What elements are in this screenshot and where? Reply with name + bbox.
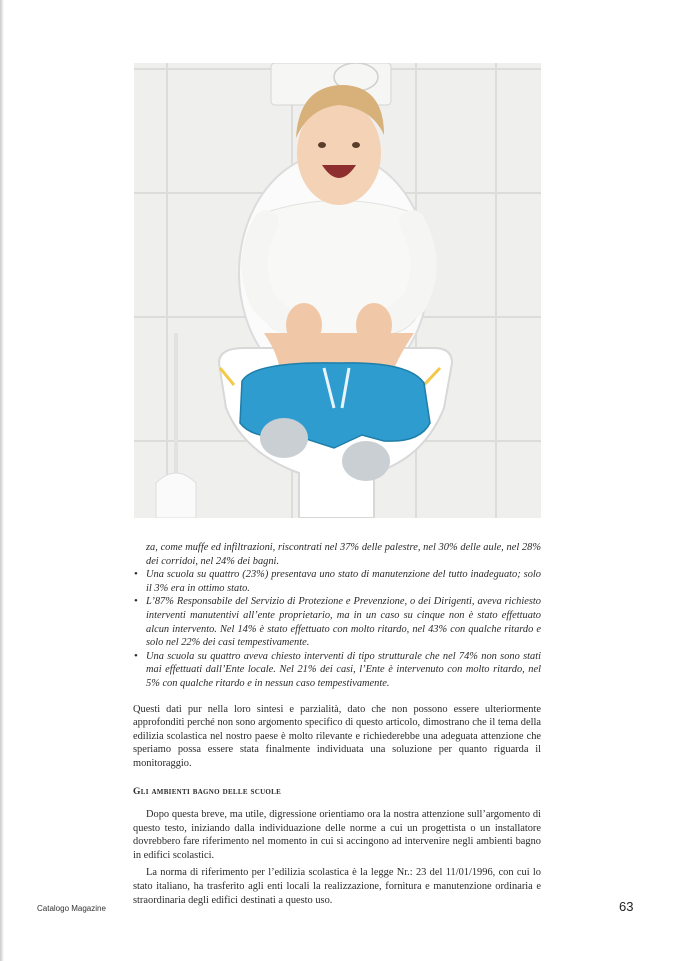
paragraph-intro: Dopo questa breve, ma utile, digressione orientiamo ora la nostra attenzione sull’argomento di questo testo, iniziando dalla individuazione delle norme a cui un progettista o un installatore dovrebbero fare riferimento nel momento in cui si accingono ad intervenire negli ambienti bagno in edifici scolastici. [133,809,541,861]
section-heading: Gli ambienti bagno delle scuole [133,785,282,797]
child-on-toilet-photo [134,63,541,518]
paragraph-law: La norma di riferimento per l’edilizia scolastica è la legge Nr.: 23 del 11/01/1996, con cui lo stato italiano, ha trasferito agli enti locali la realizzazione, fornitura e manutenzione ordinaria e straordinaria degli edifici destinati a questo uso. [133,867,541,906]
list-item: • L’87% Responsabile del Servizio di Protezione e Prevenzione, o dei Dirigenti, aveva richiesto interventi manutentivi all’ente proprietario, ma in un caso su cinque non è stato effettuato alcun intervento. Nel 14% è stato effettuato con molto ritardo, nel 43% con qualche ritardo e solo nel 22% dei casi tempestivamente. [133,595,541,649]
list-item: • Una scuola su quattro (23%) presentava uno stato di manutenzione del tutto inadeguato; solo il 3% era in ottimo stato. [133,568,541,595]
paragraph-summary: Questi dati pur nella loro sintesi e parzialità, dato che non possono essere ulteriormente approfonditi perché non sono argomento specifico di questo articolo, dimostrano che il tema della edilizia scolastica nel nostro paese è molto rilevante e richiederebbe una adeguata attenzione che speriamo possa essere stata finalmente individuata una soluzione per quanto riguarda il monitoraggio. [133,703,541,769]
article-photo [134,63,541,518]
statistics-list [133,541,541,691]
sock-right [342,441,390,481]
article-body [133,541,541,907]
sock-left [260,418,308,458]
page-number: 63 [619,899,634,914]
list-item-continuation: za, come muffe ed infiltrazioni, riscontrati nel 37% delle palestre, nel 30% delle aule, nel 28% dei corridoi, nel 24% dei bagni. [146,542,541,567]
list-item: • Una scuola su quattro aveva chiesto interventi di tipo strutturale che nel 74% non sono stati mai effettuati dall’Ente locale. Nel 21% dei casi, l’Ente è intervenuto con molto ritardo, nel 5% con qualche ritardo e in nessun caso tempestivamente. [133,650,541,691]
publication-name: Catalogo Magazine [37,904,106,913]
page-edge-shadow [0,0,4,961]
toilet-brush [174,333,178,478]
